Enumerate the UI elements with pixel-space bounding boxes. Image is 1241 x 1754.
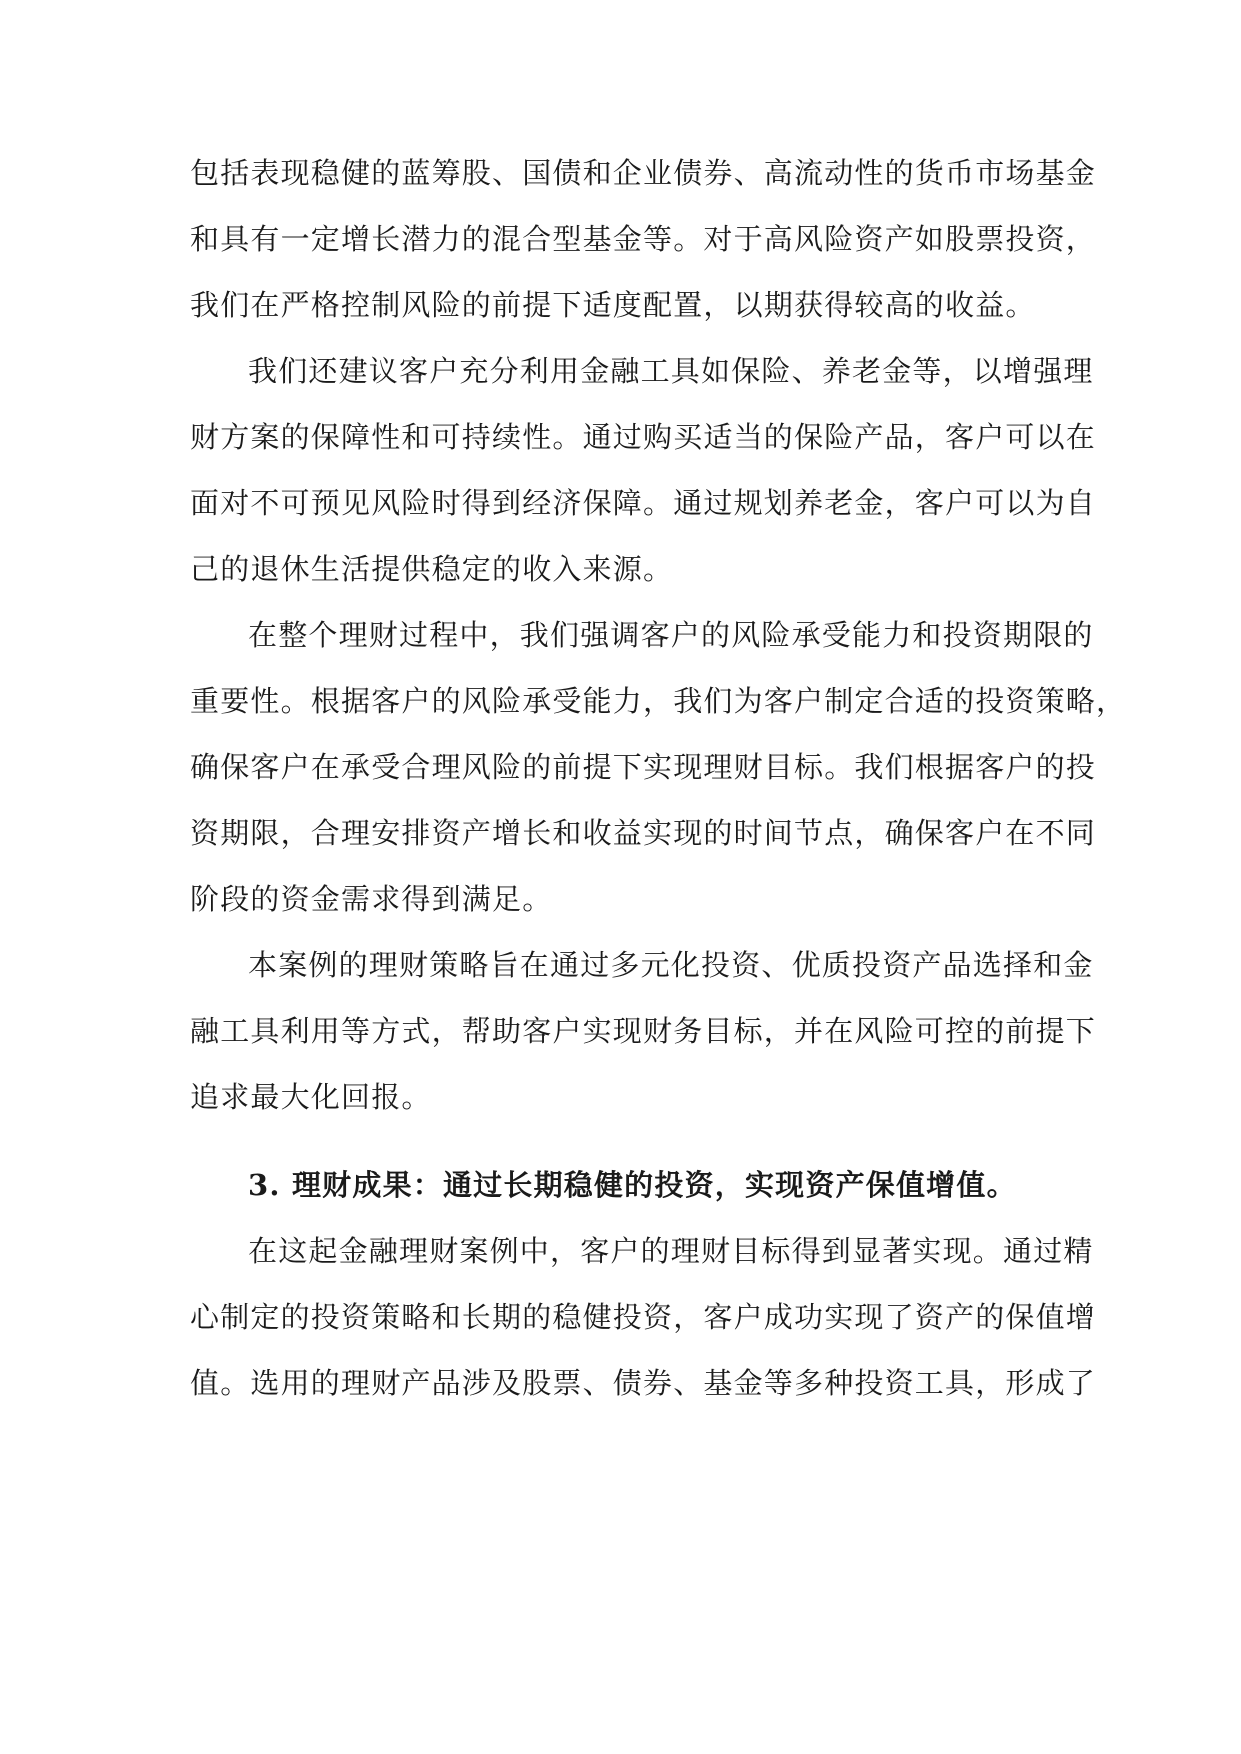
text-line: 包括表现稳健的蓝筹股、国债和企业债券、高流动性的货币市场基金 — [190, 156, 1097, 190]
text-line: 在整个理财过程中，我们强调客户的风险承受能力和投资期限的 — [248, 618, 1094, 652]
text-line: 重要性。根据客户的风险承受能力，我们为客户制定合适的投资策略， — [190, 684, 1127, 718]
text-line: 我们还建议客户充分利用金融工具如保险、养老金等，以增强理 — [248, 354, 1094, 388]
text-line: 确保客户在承受合理风险的前提下实现理财目标。我们根据客户的投 — [190, 750, 1097, 784]
text-line: 面对不可预见风险时得到经济保障。通过规划养老金，客户可以为自 — [190, 486, 1097, 520]
paragraph-asset-allocation — [190, 140, 1097, 338]
text-line: 在这起金融理财案例中，客户的理财目标得到显著实现。通过精 — [248, 1234, 1094, 1268]
paragraph-risk-tolerance — [190, 602, 1127, 932]
text-line: 本案例的理财策略旨在通过多元化投资、优质投资产品选择和金 — [248, 948, 1094, 982]
text-line: 心制定的投资策略和长期的稳健投资，客户成功实现了资产的保值增 — [190, 1300, 1097, 1334]
paragraph-financial-tools — [190, 338, 1097, 602]
text-line: 己的退休生活提供稳定的收入来源。 — [190, 552, 674, 586]
text-line: 阶段的资金需求得到满足。 — [190, 882, 553, 916]
section-heading-results: 3. 理财成果：通过长期稳健的投资，实现资产保值增值。 — [248, 1168, 1017, 1202]
text-line: 我们在严格控制风险的前提下适度配置，以期获得较高的收益。 — [190, 288, 1036, 322]
text-line: 财方案的保障性和可持续性。通过购买适当的保险产品，客户可以在 — [190, 420, 1097, 454]
text-line: 追求最大化回报。 — [190, 1080, 432, 1114]
text-line: 值。选用的理财产品涉及股票、债券、基金等多种投资工具，形成了 — [190, 1366, 1097, 1400]
paragraph-strategy-summary — [190, 932, 1097, 1130]
text-line: 和具有一定增长潜力的混合型基金等。对于高风险资产如股票投资， — [190, 222, 1097, 256]
text-line: 资期限，合理安排资产增长和收益实现的时间节点，确保客户在不同 — [190, 816, 1097, 850]
text-line: 融工具利用等方式，帮助客户实现财务目标，并在风险可控的前提下 — [190, 1014, 1097, 1048]
document-page — [190, 140, 1127, 1416]
paragraph-results — [190, 1218, 1097, 1416]
